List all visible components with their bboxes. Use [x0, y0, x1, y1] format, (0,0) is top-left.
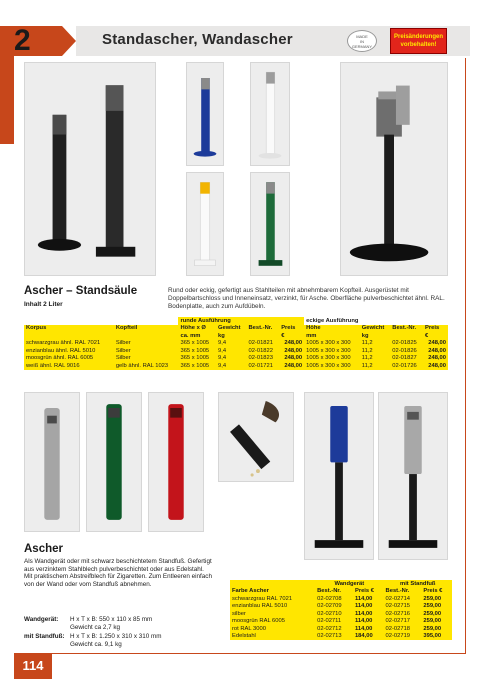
emptying-ashtray-illustration: [219, 393, 293, 481]
made-in-germany-badge: MADE IN GERMANY: [347, 30, 377, 52]
photo-column-with-bin: [340, 62, 448, 276]
table-row: moosgrün RAL 6005 02-02711 114,00 02-02717 259,00: [230, 618, 452, 626]
table-row: moosgrün ähnl. RAL 6005 Silber 365 x 1005 9,4 02-01823 248,00 1005 x 300 x 300 11,2 02-01827 248,00: [26, 355, 446, 362]
photo-black-ashtray-columns: [24, 62, 156, 276]
table-row: Edelstahl 02-02713 184,00 02-02719 395,00: [230, 633, 452, 641]
green-column-illustration: [251, 173, 289, 275]
section2-price-table: [230, 580, 452, 640]
column-with-bin-illustration: [341, 63, 447, 275]
chapter-number: 2: [14, 24, 31, 57]
silver-wall-ashtray-illustration: [25, 393, 79, 531]
table-row: weiß ähnl. RAL 9016 gelb ähnl. RAL 1023 365 x 1005 9,4 02-01721 248,00 1005 x 300 x 300 11,2 02-01726 248,00: [26, 362, 446, 369]
page-header: [0, 26, 480, 56]
group-square-header: eckige Ausführung: [306, 317, 359, 324]
green-wall-ashtray-illustration: [87, 393, 141, 531]
photo-blue-column: [186, 62, 224, 166]
page-number: 114: [14, 653, 52, 679]
price-notice-badge: Preisänderungen vorbehalten!: [390, 28, 447, 54]
section1-description: Rund oder eckig, gefertigt aus Stahlteilen mit abnehmbarem Kopfteil. Ausgerüstet mit Doppelbartschloss und Inneneinsatz, verzinkt, für Asche. Oberfläche pulverbeschichtet ähnl. RAL. Bodenplatte, auch zum Aufdübeln.: [168, 287, 445, 310]
photo-steel-standing-ashtray: [378, 392, 448, 560]
steel-standing-ashtray-illustration: [379, 393, 447, 559]
photo-blue-standing-ashtray: [304, 392, 374, 560]
table1-units-row: ca. mm kg € mm kg €: [24, 332, 448, 340]
photo-emptying-ashtray: [218, 392, 294, 482]
white-column-illustration: [251, 63, 289, 165]
spec-wall: Wandgerät: H x T x B: 550 x 110 x 85 mm Gewicht ca 2,7 kg: [24, 616, 153, 631]
white-yellow-column-illustration: [187, 173, 223, 275]
blue-column-illustration: [187, 63, 223, 165]
chapter-tab: [0, 26, 62, 56]
spec-stand: mit Standfuß: H x T x B: 1.250 x 310 x 310 mm Gewicht ca. 9,1 kg: [24, 633, 162, 648]
photo-green-column: [250, 172, 290, 276]
section1-price-table: [24, 317, 448, 370]
chapter-arrow: [62, 26, 76, 56]
photo-white-column: [250, 62, 290, 166]
table-row: silber 02-02710 114,00 02-02716 259,00: [230, 610, 452, 618]
table-row: enzianblau ähnl. RAL 5010 Silber 365 x 1005 9,4 02-01822 248,00 1005 x 300 x 300 11,2 02-01826 248,00: [26, 347, 446, 354]
table2-group-row: Wandgerät mit Standfuß: [230, 580, 452, 588]
photo-silver-wall-ashtray: [24, 392, 80, 532]
section1-subtitle: Inhalt 2 Liter: [24, 301, 63, 308]
table1-header-row: Korpus Kopfteil Höhe x Ø Gewicht Best.-Nr. Preis Höhe Gewicht Best.-Nr. Preis: [24, 325, 448, 333]
blue-standing-ashtray-illustration: [305, 393, 373, 559]
left-accent-rail: [0, 56, 14, 144]
black-columns-illustration: [25, 63, 155, 275]
section2-title: Ascher: [24, 543, 63, 555]
group-round-header: runde Ausführung: [178, 317, 304, 325]
table-row: schwarzgrau RAL 7021 02-02708 114,00 02-02714 259,00: [230, 595, 452, 603]
red-wall-ashtray-illustration: [149, 393, 203, 531]
table-row: enzianblau RAL 5010 02-02709 114,00 02-02715 259,00: [230, 603, 452, 611]
section1-title: Ascher – Standsäule: [24, 285, 138, 297]
page-title: Standascher, Wandascher: [102, 31, 293, 48]
table-row: rot RAL 3000 02-02712 114,00 02-02718 259,00: [230, 625, 452, 633]
table-row: schwarzgrau ähnl. RAL 7021 Silber 365 x 1005 9,4 02-01821 248,00 1005 x 300 x 300 11,2 02-01825 248,00: [26, 340, 446, 347]
photo-white-yellow-column: [186, 172, 224, 276]
photo-green-wall-ashtray: [86, 392, 142, 532]
table2-header-row: Farbe Ascher Best.-Nr. Preis € Best.-Nr. Preis €: [230, 588, 452, 596]
section2-description: Als Wandgerät oder mit schwarz beschichtetem Standfuß. Gefertigt aus verzinktem Stahlblech pulverbeschichtet oder aus Edelstahl. Mit praktischem Abstreifblech für Zigaretten. Zum Entleeren einfach von der Wand oder vom Standfuß abnehmen.: [24, 558, 212, 588]
photo-red-wall-ashtray: [148, 392, 204, 532]
